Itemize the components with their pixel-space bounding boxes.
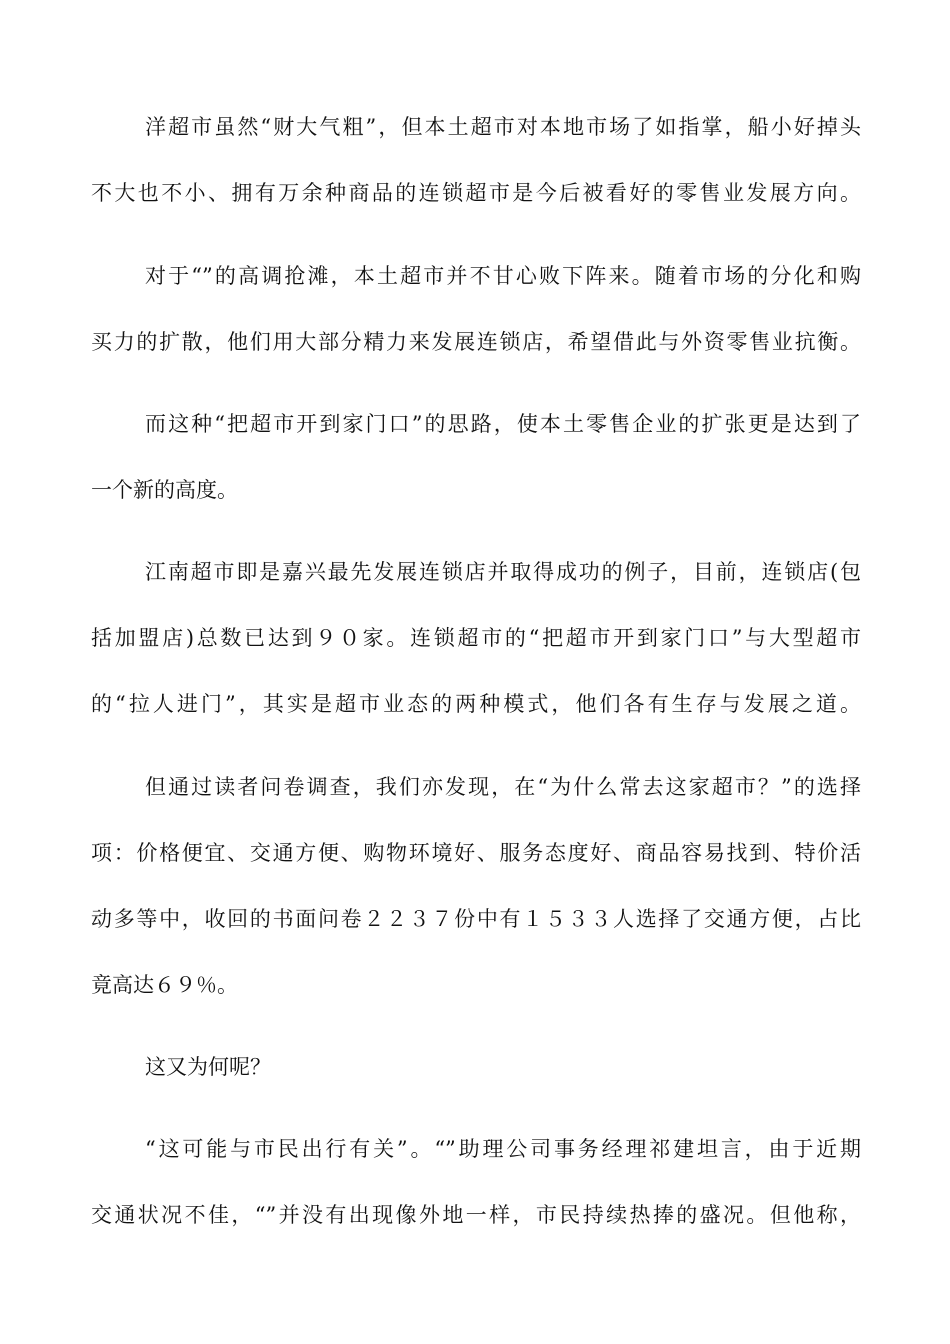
paragraph-3-line-2: 一个新的高度。	[91, 478, 238, 502]
paragraph-7-line-2: 交通状况不佳，“”并没有出现像外地一样，市民持续热捧的盛况。但他称，	[91, 1203, 861, 1227]
paragraph-2-line-1: 对于“”的高调抢滩，本土超市并不甘心败下阵来。随着市场的分化和购	[145, 264, 861, 288]
paragraph-4-line-1: 江南超市即是嘉兴最先发展连锁店并取得成功的例子，目前，连锁店(包	[145, 560, 861, 584]
paragraph-3-line-1: 而这种“把超市开到家门口”的思路，使本土零售企业的扩张更是达到了	[145, 412, 861, 436]
paragraph-2-line-2: 买力的扩散，他们用大部分精力来发展连锁店，希望借此与外资零售业抗衡。	[91, 330, 861, 354]
paragraph-1-line-2: 不大也不小、拥有万余种商品的连锁超市是今后被看好的零售业发展方向。	[91, 181, 861, 205]
paragraph-4-line-2: 括加盟店)总数已达到９０家。连锁超市的“把超市开到家门口”与大型超市	[91, 626, 861, 650]
paragraph-5-line-1: 但通过读者问卷调查，我们亦发现，在“为什么常去这家超市？”的选择	[145, 775, 861, 799]
paragraph-1-line-1: 洋超市虽然“财大气粗”，但本土超市对本地市场了如指掌，船小好掉头	[145, 115, 861, 139]
paragraph-7-line-1: “这可能与市民出行有关”。“”助理公司事务经理祁建坦言，由于近期	[145, 1137, 861, 1161]
paragraph-5-line-3: 动多等中，收回的书面问卷２２３７份中有１５３３人选择了交通方便，占比	[91, 907, 861, 931]
paragraph-6-line-1: 这又为何呢？	[145, 1055, 271, 1079]
paragraph-4-line-3: 的“拉人进门”，其实是超市业态的两种模式，他们各有生存与发展之道。	[91, 692, 861, 716]
paragraph-5-line-2: 项：价格便宜、交通方便、购物环境好、服务态度好、商品容易找到、特价活	[91, 841, 861, 865]
paragraph-5-line-4: 竟高达６９％。	[91, 973, 238, 997]
